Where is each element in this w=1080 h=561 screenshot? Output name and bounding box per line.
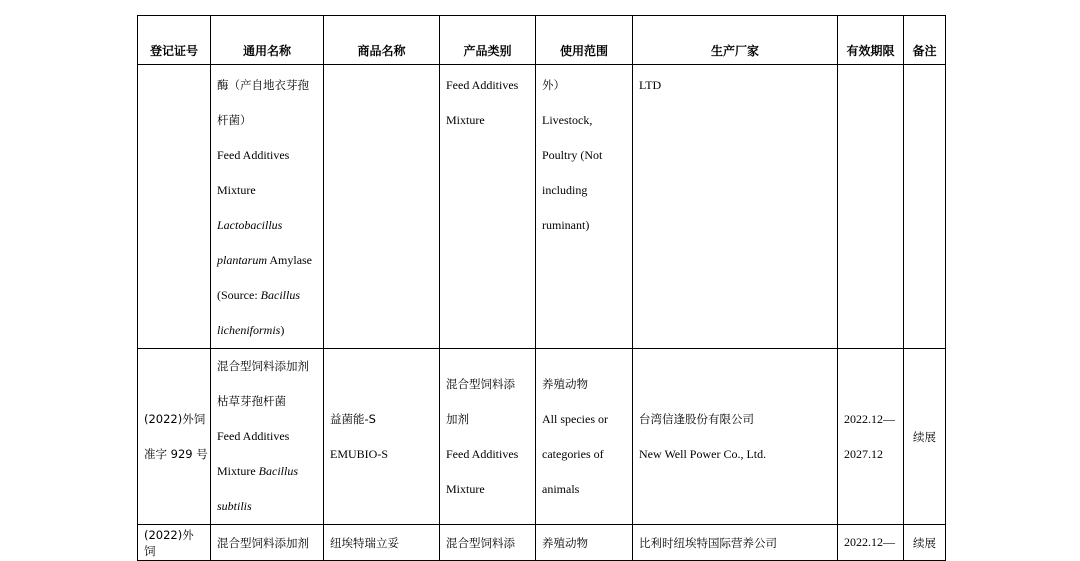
cell-category [440,65,536,349]
text-line [217,278,317,313]
header-validity: 有效期限 [838,16,904,65]
text-line: EMUBIO-S [330,446,389,461]
header-trade-name: 商品名称 [324,16,440,65]
cell-generic-name [211,65,324,349]
table-row [138,525,946,561]
header-generic-name: 通用名称 [211,16,324,65]
cell-validity: 2022.12— [838,525,904,561]
text-line [217,454,317,489]
italic-text: Bacillus [258,464,298,478]
header-row [138,16,946,65]
text-fragment: Amylase [267,253,313,267]
text-line: Mixture [217,183,256,197]
header-manufacturer: 生产厂家 [633,16,838,65]
italic-text: licheniformis [217,323,281,337]
cell-trade-name [324,65,440,349]
text-line: 混合型饲料添加剂 [217,359,309,373]
text-line: LTD [639,78,662,92]
cell-reg-no [138,65,211,349]
text-line [217,489,317,524]
cell-generic-name: 混合型饲料添加剂 [211,525,324,561]
cell-validity [838,65,904,349]
text-line: 益菌能-S [330,411,376,426]
italic-text: plantarum [217,253,268,267]
text-line: New Well Power Co., Ltd. [639,446,767,461]
cell-remarks [904,65,946,349]
cell-validity [838,349,904,525]
text-line: 混合型饲料添 [446,376,515,391]
cell-remarks: 续展 [904,349,946,525]
text-line: 加剂 [446,411,469,426]
header-remarks: 备注 [904,16,946,65]
text-line: Livestock, [542,113,593,127]
cell-reg-no [138,349,211,525]
header-scope: 使用范围 [536,16,633,65]
text-line: 杆菌） [217,113,252,127]
text-line: Feed Additives [217,429,290,443]
text-line: ruminant) [542,218,590,232]
text-fragment: ) [280,323,285,337]
cell-trade-name: 纽埃特瑞立妥 [324,525,440,561]
cell-scope [536,65,633,349]
cell-scope [536,349,633,525]
text-line: 养殖动物 [542,376,588,391]
text-line: All species or [542,411,608,426]
text-line: 枯草芽孢杆菌 [217,394,286,408]
text-fragment: Mixture [217,464,259,478]
italic-text: Bacillus [260,288,300,302]
cell-manufacturer [633,65,838,349]
cell-reg-no: (2022)外饲 [138,525,211,561]
cell-generic-name [211,349,324,525]
text-line: Feed Additives [217,148,290,162]
text-line: 2022.12— [844,411,895,426]
text-line [217,208,317,243]
text-line: 酶（产自地衣芽孢 [217,78,309,92]
header-category: 产品类别 [440,16,536,65]
text-line: Feed Additives [446,446,519,461]
table-row [138,349,946,525]
text-line: animals [542,481,580,496]
registration-table [137,15,946,561]
text-fragment: (Source: [217,288,261,302]
italic-text: Lactobacillus [217,218,283,232]
table-row [138,65,946,349]
text-line: 准字 929 号 [144,446,208,461]
header-reg-no: 登记证号 [138,16,211,65]
cell-trade-name [324,349,440,525]
cell-manufacturer [633,349,838,525]
text-line: Feed Additives [446,78,519,92]
cell-category [440,349,536,525]
text-line: categories of [542,446,604,461]
text-line: 台湾信逢股份有限公司 [639,411,754,426]
italic-text: subtilis [217,499,252,513]
cell-remarks: 续展 [904,525,946,561]
text-line: 2027.12 [844,446,883,461]
text-line: 外） [542,78,565,92]
cell-scope: 养殖动物 [536,525,633,561]
text-line [217,313,317,348]
text-line: Poultry (Not [542,148,603,162]
text-line: Mixture [446,481,485,496]
text-line [217,243,317,278]
cell-category: 混合型饲料添 [440,525,536,561]
text-line: including [542,183,588,197]
text-line: Mixture [446,113,485,127]
cell-manufacturer: 比利时纽埃特国际营养公司 [633,525,838,561]
text-line: (2022)外饲 [144,411,206,426]
